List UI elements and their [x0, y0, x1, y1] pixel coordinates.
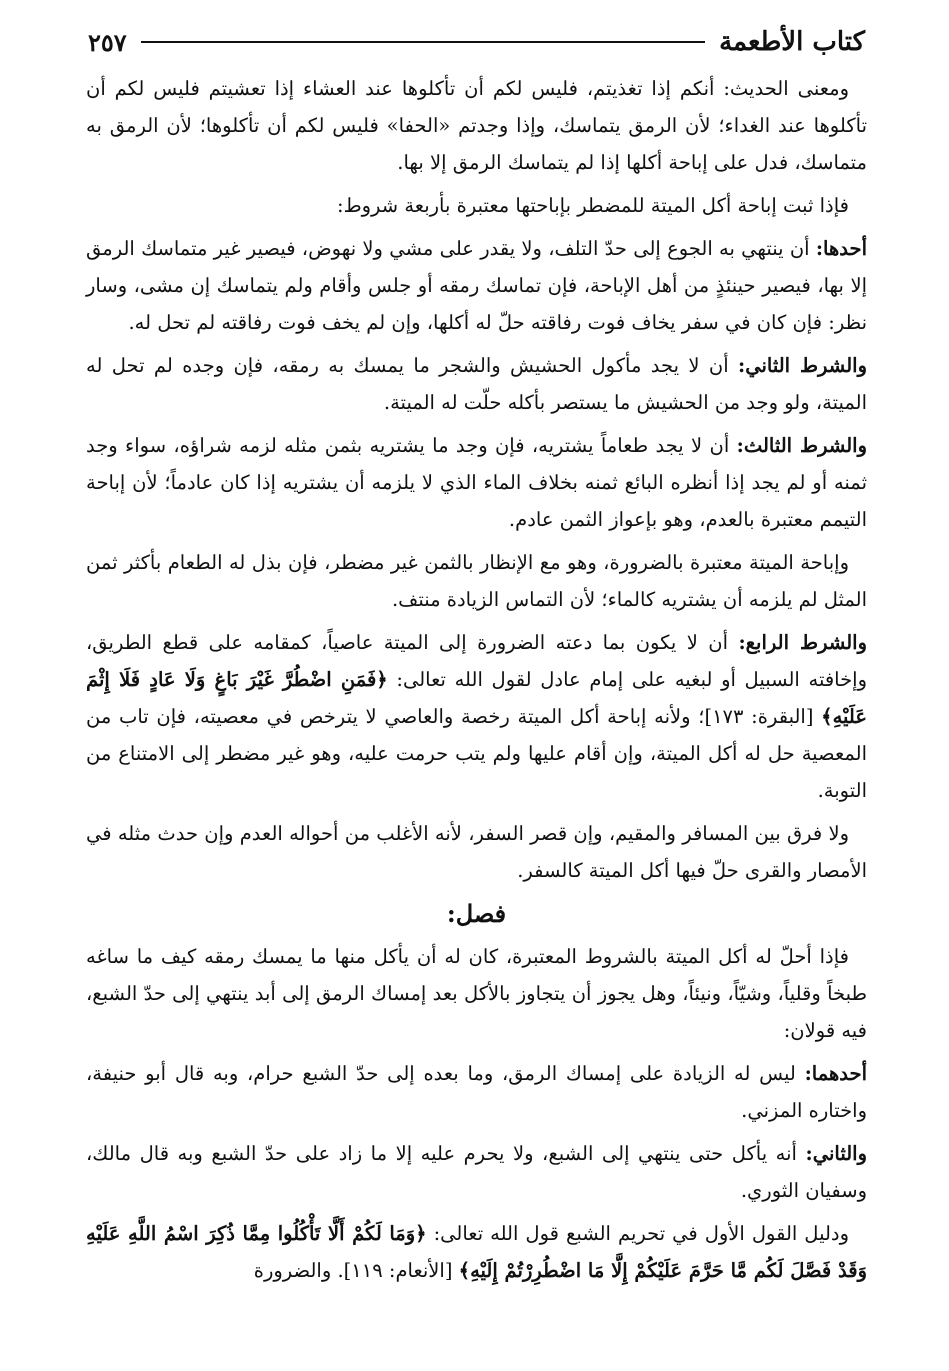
- header-rule: [141, 41, 705, 43]
- paragraph: [86, 187, 867, 224]
- page-number: ٢٥٧: [88, 27, 127, 57]
- condition-one: [86, 230, 867, 341]
- page-header: [88, 18, 865, 66]
- condition-label: والشرط الثالث:: [736, 434, 867, 457]
- condition-two: [86, 347, 867, 421]
- paragraph-text: [البقرة: ١٧٣]؛ ولأنه إباحة أكل الميتة رخصة والعاصي لا يترخص في معصيته، فإن تاب من المعصية حل له أكل الميتة، وإن أقام عليها ولم يتب حرمت عليه، وهو غير مضطر إلى الامتناع من التوبة.: [86, 705, 867, 802]
- condition-four: [86, 624, 867, 809]
- opinion-two: [86, 1135, 867, 1209]
- paragraph-text: [الأنعام: ١١٩]. والضرورة: [253, 1259, 453, 1282]
- opinion-label: والثاني:: [805, 1142, 867, 1165]
- quran-verse: ﴿وَمَا لَكُمْ أَلَّا تَأْكُلُوا مِمَّا ذُكِرَ اسْمُ اللَّهِ عَلَيْهِ وَقَدْ فَصَّلَ لَكُم مَّا حَرَّمَ عَلَيْكُمْ إِلَّا مَا اضْطُرِرْتُمْ إِلَيْهِ﴾: [86, 1222, 867, 1282]
- paragraph-text: وإباحة الميتة معتبرة بالضرورة، وهو مع الإنظار بالثمن غير مضطر، فإن بذل له الطعام بأكثر ثمن المثل لم يلزمه أن يشتريه كالماء؛ لأن التماس الزيادة منتف.: [86, 551, 867, 611]
- condition-label: أحدها:: [815, 237, 867, 260]
- paragraph: [86, 544, 867, 618]
- paragraph-text: فإذا ثبت إباحة أكل الميتة للمضطر بإباحتها معتبرة بأربعة شروط:: [337, 194, 849, 217]
- paragraph-text: أن لا يكون بما دعته الضرورة إلى الميتة عاصياً، كمقامه على قطع الطريق، وإخافته السبيل أو لبغيه على إمام عادل لقول الله تعالى:: [86, 631, 867, 691]
- opinion-one: [86, 1055, 867, 1129]
- paragraph-text: ومعنى الحديث: أنكم إذا تغذيتم، فليس لكم أن تأكلوها عند العشاء إذا تعشيتم فليس لكم أن تأكلوها عند الغداء؛ لأن الرمق يتماسك، وإذا وجدتم «الحفا» فليس لكم أن تأكلوها؛ لأن الرمق به متماسك، فدل على إباحة أكلها إذا لم يتماسك الرمق إلا بها.: [86, 77, 867, 174]
- page-body: [86, 70, 867, 1295]
- paragraph-text: أن لا يجد طعاماً يشتريه، فإن وجد ما يشتريه بثمن مثله لزمه شراؤه، سواء وجد ثمنه أو لم يجد إذا أنظره البائع ثمنه بخلاف الماء الذي لا يلزمه أن يشتريه إذا كان عادماً؛ لأن إباحة التيمم معتبرة بالعدم، وهو بإعواز الثمن عادم.: [86, 434, 867, 531]
- paragraph-text: ليس له الزيادة على إمساك الرمق، وما بعده إلى حدّ الشبع حرام، وبه قال أبو حنيفة، واختاره المزني.: [86, 1062, 867, 1122]
- opinion-label: أحدهما:: [804, 1062, 867, 1085]
- paragraph-text: أن ينتهي به الجوع إلى حدّ التلف، ولا يقدر على مشي ولا نهوض، فيصير غير متماسك الرمق إلا بها، فيصير حينئذٍ من أهل الإباحة، فإن تماسك رمقه أو جلس وأقام ولم يتماسك إن مشى، وسار نظر: فإن كان في سفر يخاف فوت رفاقته حلّ له أكلها، وإن لم يخف فوت رفاقته لم تحل له.: [86, 237, 867, 334]
- condition-label: والشرط الرابع:: [738, 631, 868, 654]
- condition-label: والشرط الثاني:: [738, 354, 867, 377]
- paragraph: [86, 815, 867, 889]
- paragraph: [86, 1215, 867, 1289]
- book-title: كتاب الأطعمة: [719, 27, 865, 57]
- quran-verse: ﴿فَمَنِ اضْطُرَّ غَيْرَ بَاغٍ وَلَا عَادٍ فَلَا إِثْمَ عَلَيْهِ﴾: [86, 668, 867, 728]
- paragraph-text: أن لا يجد مأكول الحشيش والشجر ما يمسك به رمقه، فإن وجده لم تحل له الميتة، ولو وجد من الحشيش ما يستصر بأكله حلّت له الميتة.: [86, 354, 867, 414]
- paragraph-text: فإذا أحلّ له أكل الميتة بالشروط المعتبرة، كان له أن يأكل منها ما يمسك رمقه كيف ما ساغه طبخاً وقلياً، وشيّاً، ونيئاً، وهل يجوز أن يتجاوز بالأكل بعد إمساك الرمق إلى أبد ينتهي إلى حدّ الشبع، فيه قولان:: [86, 945, 867, 1042]
- condition-three: [86, 427, 867, 538]
- section-title: فصل:: [446, 899, 507, 928]
- paragraph-text: أنه يأكل حتى ينتهي إلى الشبع، ولا يحرم عليه إلا ما زاد على حدّ الشبع وبه قال مالك، وسفيان الثوري.: [86, 1142, 867, 1202]
- paragraph-text: ولا فرق بين المسافر والمقيم، وإن قصر السفر، لأنه الأغلب من أحواله العدم وإن حدث مثله في الأمصار والقرى حلّ فيها أكل الميتة كالسفر.: [86, 822, 867, 882]
- paragraph: [86, 70, 867, 181]
- paragraph: [86, 938, 867, 1049]
- paragraph-text: ودليل القول الأول في تحريم الشبع قول الله تعالى:: [433, 1222, 850, 1245]
